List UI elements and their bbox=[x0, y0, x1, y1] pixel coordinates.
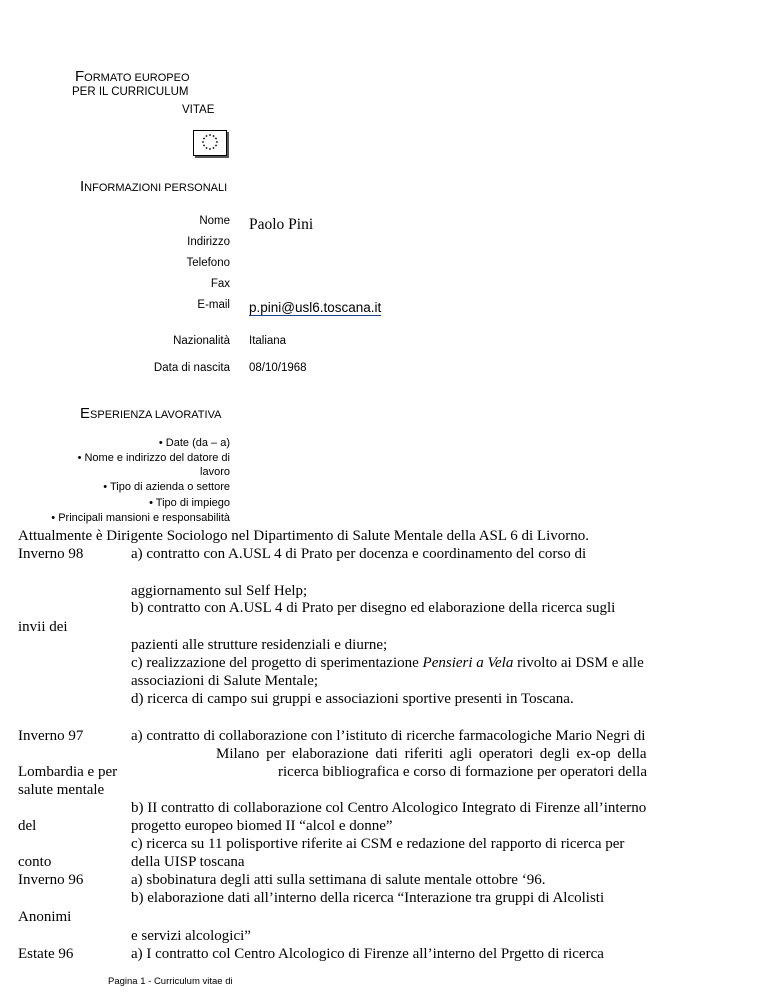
text-conto: conto bbox=[18, 854, 52, 870]
text-w98-b2: pazienti alle strutture residenziali e diurne; bbox=[131, 637, 388, 653]
experience-section-title bbox=[80, 405, 221, 422]
experience-section-initial: E bbox=[80, 405, 91, 422]
header-line1 bbox=[75, 68, 190, 85]
text-w98-d: d) ricerca di campo sui gruppi e associazioni sportive presenti in Toscana. bbox=[131, 691, 574, 707]
label-phone: Telefono bbox=[186, 257, 230, 269]
text-w97-a3: ricerca bibliografica e corso di formazione per operatori della bbox=[278, 764, 647, 780]
value-birth: 08/10/1968 bbox=[249, 362, 307, 374]
text-w98-c-pre: c) realizzazione del progetto di sperimentazione bbox=[131, 655, 423, 671]
header-line1-rest: ORMATO EUROPEO bbox=[84, 72, 190, 84]
personal-section-rest: NFORMAZIONI PERSONALI bbox=[84, 182, 228, 194]
label-summer-96: Estate 96 bbox=[18, 946, 74, 962]
email-link[interactable]: p.pini@usl6.toscana.it bbox=[249, 300, 382, 315]
value-email[interactable] bbox=[249, 300, 381, 315]
text-anonimi: Anonimi bbox=[18, 909, 72, 925]
text-w98-a: a) contratto con A.USL 4 di Prato per docenza e coordinamento del corso di bbox=[131, 546, 587, 562]
label-address: Indirizzo bbox=[187, 236, 230, 248]
label-winter-97: Inverno 97 bbox=[18, 728, 84, 744]
text-w97-c2: della UISP toscana bbox=[131, 854, 245, 870]
header-line1-initial: F bbox=[75, 68, 85, 85]
text-w97-b2: progetto europeo biomed II “alcol e donne” bbox=[131, 818, 393, 834]
text-w96-a: a) sbobinatura degli atti sulla settimana di salute mentale ottobre ‘96. bbox=[131, 872, 546, 888]
text-w97-a2: Milano per elaborazione dati riferiti agli operatori degli ex-op della bbox=[216, 746, 647, 762]
text-w98-c bbox=[131, 655, 644, 672]
text-w98-c2: associazioni di Salute Mentale; bbox=[131, 673, 319, 689]
text-w98-c-italic: Pensieri a Vela bbox=[422, 655, 514, 671]
eu-flag-icon bbox=[193, 130, 227, 156]
label-employer-2: lavoro bbox=[200, 466, 230, 478]
text-invii: invii dei bbox=[18, 619, 68, 635]
text-w96-b: b) elaborazione dati all’interno della ricerca “Interazione tra gruppi di Alcolisti bbox=[131, 890, 605, 906]
label-employer-1: • Nome e indirizzo del datore di bbox=[77, 452, 230, 464]
text-del: del bbox=[18, 818, 37, 834]
text-w98-c-post: rivolto ai DSM e alle bbox=[513, 655, 644, 671]
value-name: Paolo Pini bbox=[249, 216, 314, 233]
label-nationality: Nazionalità bbox=[173, 335, 230, 347]
header-line2: PER IL CURRICULUM bbox=[72, 86, 189, 98]
personal-section-initial: I bbox=[80, 178, 85, 195]
text-w96-b2: e servizi alcologici” bbox=[131, 928, 251, 944]
label-email: E-mail bbox=[197, 299, 230, 311]
text-w97-b: b) II contratto di collaborazione col Centro Alcologico Integrato di Firenze all’interno bbox=[131, 800, 647, 816]
text-e96-a: a) I contratto col Centro Alcologico di Firenze all’interno del Prgetto di ricerca bbox=[131, 946, 604, 962]
label-winter-98: Inverno 98 bbox=[18, 546, 84, 562]
label-winter-96: Inverno 96 bbox=[18, 872, 84, 888]
label-job-type: • Tipo di impiego bbox=[149, 497, 230, 509]
text-line-current: Attualmente è Dirigente Sociologo nel Dipartimento di Salute Mentale della ASL 6 di Livorno. bbox=[18, 528, 589, 544]
label-dates: • Date (da – a) bbox=[158, 437, 230, 449]
label-birth: Data di nascita bbox=[153, 362, 230, 374]
page-footer: Pagina 1 - Curriculum vitae di bbox=[108, 976, 233, 987]
text-salute-mentale: salute mentale bbox=[18, 782, 105, 798]
text-w98-a2: aggiornamento sul Self Help; bbox=[131, 583, 308, 599]
label-fax: Fax bbox=[210, 278, 230, 290]
eu-stars-icon bbox=[194, 131, 226, 155]
label-name: Nome bbox=[199, 215, 230, 227]
text-w98-b: b) contratto con A.USL 4 di Prato per disegno ed elaborazione della ricerca sugli bbox=[131, 600, 616, 616]
text-w97-c: c) ricerca su 11 polisportive riferite ai CSM e redazione del rapporto di ricerca per bbox=[131, 836, 625, 852]
label-duties: • Principali mansioni e responsabilità bbox=[51, 512, 230, 524]
text-lombardia: Lombardia e per bbox=[18, 764, 118, 780]
header-line3: VITAE bbox=[182, 104, 215, 116]
personal-section-title bbox=[80, 178, 227, 195]
value-nationality: Italiana bbox=[249, 335, 287, 347]
label-sector: • Tipo di azienda o settore bbox=[103, 481, 230, 493]
experience-section-rest: SPERIENZA LAVORATIVA bbox=[90, 409, 222, 421]
text-w97-a: a) contratto di collaborazione con l’istituto di ricerche farmacologiche Mario Negri di bbox=[131, 728, 646, 744]
